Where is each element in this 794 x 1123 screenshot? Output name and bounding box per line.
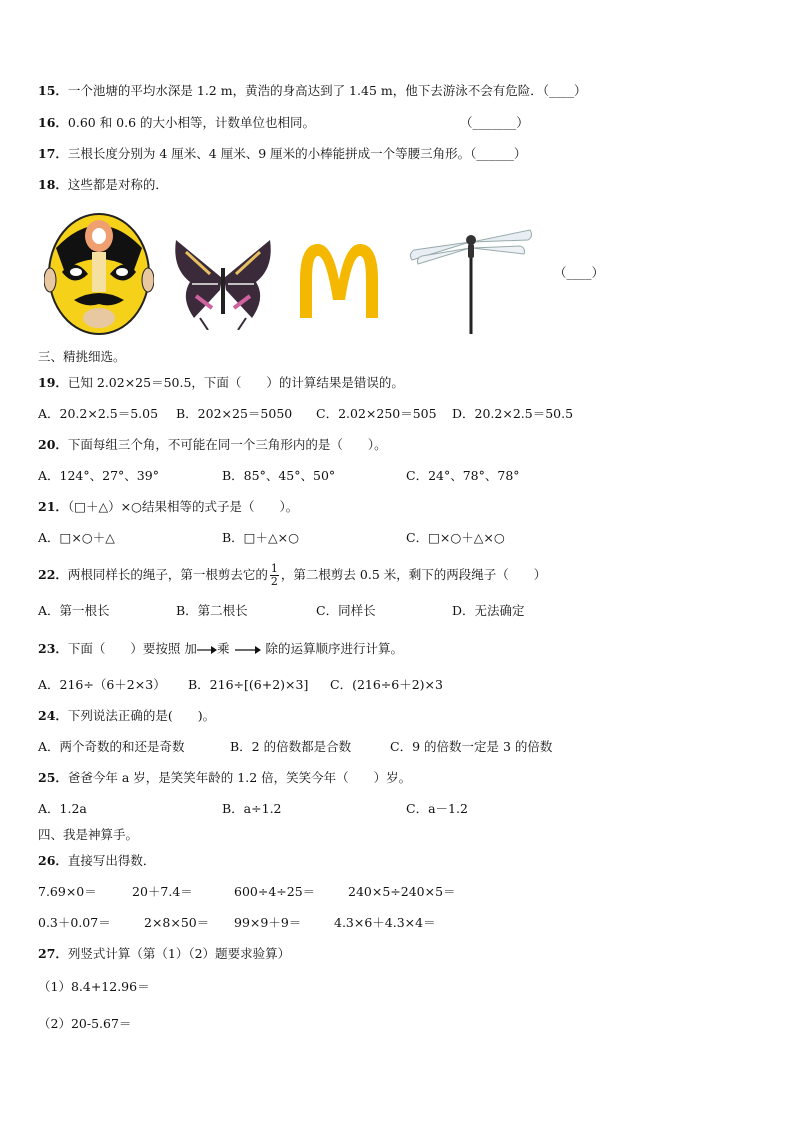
question-text: 爸爸今年 a 岁，是笑笑年龄的 1.2 倍，笑笑今年（ ）岁。	[67, 770, 412, 785]
question-text: 下面每组三个角，不可能在同一个三角形内的是（ ）。	[67, 437, 387, 452]
option-c: C．同样长	[316, 603, 376, 618]
calc-item: （1）8.4+12.96＝	[38, 979, 150, 994]
op-mul: 乘	[216, 641, 230, 656]
option-a: A．第一根长	[38, 603, 110, 618]
question-21	[38, 498, 298, 516]
option-a: A．两个奇数的和还是奇数	[38, 739, 185, 754]
fraction-denominator: 2	[270, 575, 278, 588]
arrow-right-icon	[197, 645, 217, 655]
question-26	[38, 852, 155, 870]
question-text: 下列说法正确的是( )。	[67, 708, 216, 723]
option-a: A．20.2×2.5＝5.05	[38, 406, 159, 421]
question-number: 20．	[38, 437, 68, 452]
option-d: D．无法确定	[452, 603, 525, 618]
question-number: 25．	[38, 770, 68, 785]
question-16	[38, 114, 315, 132]
option-a: A．124°、27°、39°	[38, 468, 159, 483]
question-23	[38, 640, 403, 658]
question-text: 一个池塘的平均水深是 1.2 m，黄浩的身高达到了 1.45 m，他下去游泳不会有危险．（____）	[67, 83, 587, 98]
fraction	[270, 563, 279, 588]
calc-item: 2×8×50＝	[144, 915, 210, 930]
question-text: 直接写出得数．	[67, 853, 156, 868]
question-number: 15．	[38, 83, 68, 98]
calc-item: 0.3＋0.07＝	[38, 915, 111, 930]
question-17	[38, 145, 526, 163]
option-c: C．a－1.2	[406, 801, 468, 816]
question-text: （□＋△）×○结果相等的式子是（ ）。	[67, 499, 299, 514]
question-number: 23．	[38, 641, 68, 656]
calc-item: 240×5÷240×5＝	[348, 884, 456, 899]
option-a: A．□×○＋△	[38, 530, 115, 545]
calc-item: （2）20-5.67＝	[38, 1016, 132, 1031]
question-20	[38, 436, 387, 454]
option-c: C．24°、78°、78°	[406, 468, 520, 483]
question-number: 17．	[38, 146, 68, 161]
question-text: 这些都是对称的．	[67, 177, 168, 192]
question-text: 三根长度分别为 4 厘米、4 厘米、9 厘米的小棒能拼成一个等腰三角形。（______）	[67, 146, 527, 161]
dragonfly-image	[404, 224, 538, 338]
option-b: B．202×25＝5050	[176, 406, 293, 421]
butterfly-image	[170, 238, 276, 330]
calc-item: 20＋7.4＝	[132, 884, 193, 899]
mcdonalds-logo-image	[296, 240, 382, 320]
question-text: 0.60 和 0.6 的大小相等，计数单位也相同。	[67, 115, 316, 130]
calc-item: 600÷4÷25＝	[234, 884, 316, 899]
calc-item: 4.3×6＋4.3×4＝	[334, 915, 436, 930]
question-text-cont: ，第二根剪去 0.5 米，剩下的两段绳子（ ）	[280, 567, 547, 582]
option-b: B．a÷1.2	[222, 801, 282, 816]
option-a: A．1.2a	[38, 801, 87, 816]
section-heading: 三、精挑细选。	[38, 349, 126, 364]
question-19	[38, 374, 404, 392]
question-number: 27．	[38, 946, 68, 961]
question-number: 19．	[38, 375, 68, 390]
option-b: B．□＋△×○	[222, 530, 299, 545]
question-text: 列竖式计算（第（1）（2）题要求验算）	[67, 946, 291, 961]
question-number: 24．	[38, 708, 68, 723]
question-number: 18．	[38, 177, 68, 192]
question-15	[38, 82, 586, 100]
opera-mask-image	[44, 208, 154, 336]
question-18	[38, 176, 168, 194]
section-heading: 四、我是神算手。	[38, 827, 139, 842]
question-text: 已知 2.02×25＝50.5，下面（ ）的计算结果是错误的。	[67, 375, 404, 390]
question-22	[38, 560, 546, 590]
question-number: 26．	[38, 853, 68, 868]
option-b: B．216÷[(6+2)×3]	[188, 677, 309, 692]
option-d: D．20.2×2.5＝50.5	[452, 406, 574, 421]
option-b: B．第二根长	[176, 603, 248, 618]
question-text-cont: 除的运算顺序进行计算。	[265, 641, 403, 656]
option-c: C．(216÷6＋2)×3	[330, 677, 443, 692]
answer-blank: （____）	[554, 265, 605, 280]
op-add: 加	[184, 641, 197, 656]
option-b: B．2 的倍数都是合数	[230, 739, 352, 754]
question-text: 两根同样长的绳子，第一根剪去它的	[67, 567, 268, 582]
calc-item: 99×9＋9＝	[234, 915, 302, 930]
answer-blank: （_______）	[460, 115, 529, 130]
option-c: C．2.02×250＝505	[316, 406, 437, 421]
question-number: 21．	[38, 499, 68, 514]
question-text: 下面（ ）要按照	[67, 641, 181, 656]
option-b: B．85°、45°、50°	[222, 468, 336, 483]
option-c: C．9 的倍数一定是 3 的倍数	[390, 739, 553, 754]
fraction-numerator: 1	[270, 562, 278, 575]
question-24	[38, 707, 215, 725]
calc-item: 7.69×0＝	[38, 884, 97, 899]
arrow-right-icon	[235, 645, 261, 655]
question-number: 22．	[38, 567, 68, 582]
question-27	[38, 945, 290, 963]
question-number: 16．	[38, 115, 68, 130]
option-c: C．□×○＋△×○	[406, 530, 505, 545]
option-a: A．216÷（6＋2×3）	[38, 677, 166, 692]
question-25	[38, 769, 411, 787]
